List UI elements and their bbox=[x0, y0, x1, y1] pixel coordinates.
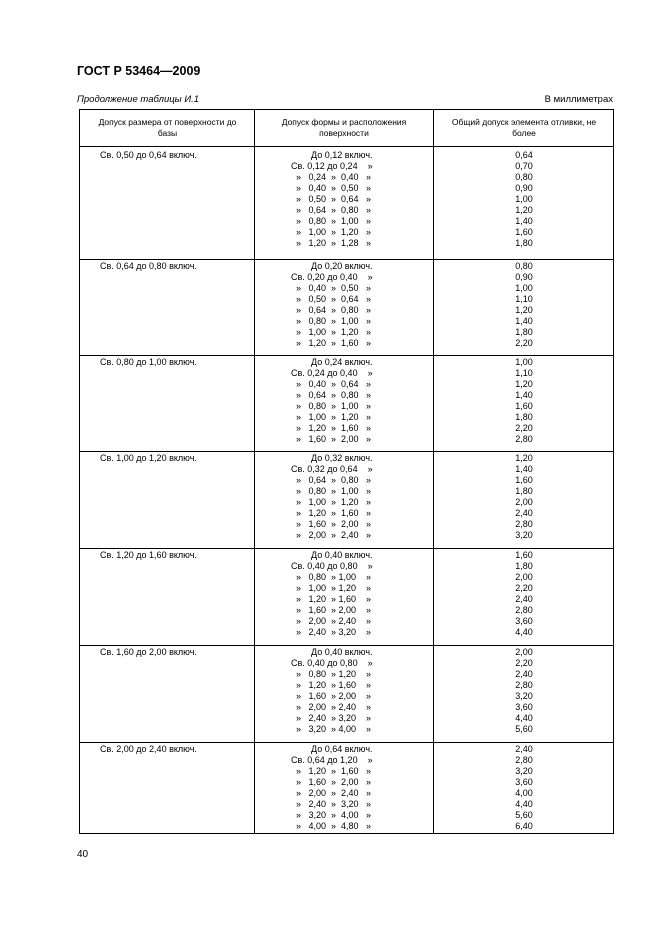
total-tolerance-cell bbox=[484, 647, 564, 735]
form-tolerance-line: » 2,40 » 3,20 » bbox=[291, 799, 372, 809]
size-tolerance-cell: Св. 1,20 до 1,60 включ. bbox=[100, 550, 197, 560]
total-tolerance-value: 0,90 bbox=[515, 272, 533, 282]
table-row-group bbox=[80, 355, 613, 451]
total-tolerance-value: 0,80 bbox=[515, 261, 533, 271]
column-header-size-tolerance: Допуск размера от поверхности до базы bbox=[98, 117, 237, 138]
form-tolerance-line: » 2,40 » 3,20 » bbox=[291, 627, 372, 637]
form-tolerance-line: » 0,64 » 0,80 » bbox=[291, 475, 372, 485]
table-row-group bbox=[80, 259, 613, 355]
size-tolerance-cell: Св. 0,64 до 0,80 включ. bbox=[100, 261, 197, 271]
table-row-group bbox=[80, 645, 613, 742]
total-tolerance-value: 2,80 bbox=[515, 680, 533, 690]
form-tolerance-line: » 2,00 » 2,40 » bbox=[291, 788, 372, 798]
total-tolerance-value: 2,00 bbox=[515, 572, 533, 582]
total-tolerance-value: 3,60 bbox=[515, 702, 533, 712]
total-tolerance-value: 2,80 bbox=[515, 434, 533, 444]
form-tolerance-line: » 0,80 » 1,00 » bbox=[291, 316, 372, 326]
total-tolerance-value: 0,90 bbox=[515, 183, 533, 193]
total-tolerance-value: 1,20 bbox=[515, 379, 533, 389]
total-tolerance-value: 1,60 bbox=[515, 227, 533, 237]
units-note: В миллиметрах bbox=[544, 94, 613, 105]
form-tolerance-line: » 1,20 » 1,60 » bbox=[291, 338, 372, 348]
total-tolerance-value: 1,10 bbox=[515, 294, 533, 304]
total-tolerance-value: 1,20 bbox=[515, 205, 533, 215]
form-tolerance-cell bbox=[291, 744, 373, 832]
total-tolerance-value: 2,40 bbox=[515, 594, 533, 604]
total-tolerance-value: 3,20 bbox=[515, 766, 533, 776]
form-tolerance-line: До 0,20 включ. bbox=[291, 261, 373, 271]
size-tolerance-cell: Св. 1,00 до 1,20 включ. bbox=[100, 453, 197, 463]
table-row-group bbox=[80, 451, 613, 548]
total-tolerance-value: 4,00 bbox=[515, 788, 533, 798]
total-tolerance-value: 1,40 bbox=[515, 390, 533, 400]
form-tolerance-line: » 1,60 » 2,00 » bbox=[291, 519, 372, 529]
total-tolerance-value: 1,40 bbox=[515, 316, 533, 326]
form-tolerance-line: » 0,64 » 0,80 » bbox=[291, 205, 372, 215]
total-tolerance-value: 2,40 bbox=[515, 744, 533, 754]
total-tolerance-value: 2,80 bbox=[515, 605, 533, 615]
form-tolerance-line: » 1,00 » 1,20 » bbox=[291, 327, 372, 337]
total-tolerance-value: 4,40 bbox=[515, 627, 533, 637]
total-tolerance-value: 1,80 bbox=[515, 238, 533, 248]
total-tolerance-value: 0,80 bbox=[515, 172, 533, 182]
form-tolerance-line: » 0,24 » 0,40 » bbox=[291, 172, 372, 182]
total-tolerance-value: 3,20 bbox=[515, 530, 533, 540]
form-tolerance-line: » 1,00 » 1,20 » bbox=[291, 227, 372, 237]
form-tolerance-line: До 0,32 включ. bbox=[291, 453, 373, 463]
form-tolerance-line: До 0,24 включ. bbox=[291, 357, 373, 367]
total-tolerance-value: 2,20 bbox=[515, 338, 533, 348]
header-divider bbox=[80, 146, 613, 147]
document-title: ГОСТ Р 53464—2009 bbox=[77, 64, 201, 78]
form-tolerance-line: » 1,20 » 1,60 » bbox=[291, 680, 372, 690]
form-tolerance-line: Св. 0,32 до 0,64 » bbox=[291, 464, 373, 474]
total-tolerance-value: 1,80 bbox=[515, 486, 533, 496]
form-tolerance-line: » 1,20 » 1,60 » bbox=[291, 423, 372, 433]
form-tolerance-line: » 0,80 » 1,20 » bbox=[291, 669, 372, 679]
form-tolerance-cell bbox=[291, 357, 373, 445]
total-tolerance-value: 1,60 bbox=[515, 401, 533, 411]
form-tolerance-line: » 0,80 » 1,00 » bbox=[291, 486, 372, 496]
total-tolerance-value: 0,64 bbox=[515, 150, 533, 160]
size-tolerance-cell: Св. 1,60 до 2,00 включ. bbox=[100, 647, 197, 657]
size-tolerance-cell: Св. 2,00 до 2,40 включ. bbox=[100, 744, 197, 754]
total-tolerance-value: 1,00 bbox=[515, 194, 533, 204]
form-tolerance-line: » 1,00 » 1,20 » bbox=[291, 412, 372, 422]
form-tolerance-line: » 1,20 » 1,60 » bbox=[291, 766, 372, 776]
form-tolerance-line: До 0,40 включ. bbox=[291, 647, 373, 657]
form-tolerance-line: » 0,80 » 1,00 » bbox=[291, 572, 372, 582]
total-tolerance-value: 1,40 bbox=[515, 216, 533, 226]
form-tolerance-line: » 0,64 » 0,80 » bbox=[291, 390, 372, 400]
total-tolerance-value: 2,00 bbox=[515, 497, 533, 507]
total-tolerance-value: 1,10 bbox=[515, 368, 533, 378]
total-tolerance-value: 3,60 bbox=[515, 777, 533, 787]
form-tolerance-line: » 0,50 » 0,64 » bbox=[291, 194, 372, 204]
total-tolerance-value: 2,40 bbox=[515, 508, 533, 518]
form-tolerance-line: Св. 0,12 до 0,24 » bbox=[291, 161, 373, 171]
form-tolerance-line: До 0,40 включ. bbox=[291, 550, 373, 560]
form-tolerance-line: » 2,40 » 3,20 » bbox=[291, 713, 372, 723]
form-tolerance-line: Св. 0,40 до 0,80 » bbox=[291, 561, 373, 571]
total-tolerance-value: 5,60 bbox=[515, 724, 533, 734]
total-tolerance-value: 5,60 bbox=[515, 810, 533, 820]
form-tolerance-cell bbox=[291, 150, 373, 249]
total-tolerance-value: 1,00 bbox=[515, 283, 533, 293]
total-tolerance-value: 3,20 bbox=[515, 691, 533, 701]
total-tolerance-value: 2,20 bbox=[515, 658, 533, 668]
total-tolerance-value: 2,80 bbox=[515, 519, 533, 529]
total-tolerance-value: 0,70 bbox=[515, 161, 533, 171]
form-tolerance-cell bbox=[291, 453, 373, 541]
total-tolerance-cell bbox=[484, 453, 564, 541]
column-header-total-tolerance: Общий допуск элемента отливки, не более bbox=[451, 117, 597, 138]
form-tolerance-line: » 1,60 » 2,00 » bbox=[291, 434, 372, 444]
total-tolerance-value: 1,40 bbox=[515, 464, 533, 474]
form-tolerance-line: » 1,00 » 1,20 » bbox=[291, 583, 372, 593]
form-tolerance-line: » 1,20 » 1,28 » bbox=[291, 238, 372, 248]
total-tolerance-cell bbox=[484, 744, 564, 832]
total-tolerance-value: 2,40 bbox=[515, 669, 533, 679]
total-tolerance-value: 2,80 bbox=[515, 755, 533, 765]
total-tolerance-value: 4,40 bbox=[515, 799, 533, 809]
total-tolerance-cell bbox=[484, 150, 564, 249]
form-tolerance-line: » 4,00 » 4,80 » bbox=[291, 821, 372, 831]
form-tolerance-line: » 2,00 » 2,40 » bbox=[291, 616, 372, 626]
table-row-group bbox=[80, 742, 613, 833]
form-tolerance-line: Св. 0,24 до 0,40 » bbox=[291, 368, 373, 378]
total-tolerance-value: 1,20 bbox=[515, 305, 533, 315]
form-tolerance-line: » 0,40 » 0,64 » bbox=[291, 379, 372, 389]
total-tolerance-value: 1,00 bbox=[515, 357, 533, 367]
form-tolerance-line: » 1,00 » 1,20 » bbox=[291, 497, 372, 507]
form-tolerance-cell bbox=[291, 261, 373, 349]
form-tolerance-line: » 1,20 » 1,60 » bbox=[291, 508, 372, 518]
form-tolerance-line: » 3,20 » 4,00 » bbox=[291, 810, 372, 820]
tolerance-table bbox=[79, 109, 614, 834]
form-tolerance-cell bbox=[291, 550, 373, 638]
form-tolerance-line: » 1,60 » 2,00 » bbox=[291, 777, 372, 787]
total-tolerance-value: 1,80 bbox=[515, 561, 533, 571]
form-tolerance-line: Св. 0,20 до 0,40 » bbox=[291, 272, 373, 282]
form-tolerance-line: » 3,20 » 4,00 » bbox=[291, 724, 372, 734]
form-tolerance-line: » 0,40 » 0,50 » bbox=[291, 283, 372, 293]
form-tolerance-line: » 0,80 » 1,00 » bbox=[291, 401, 372, 411]
total-tolerance-cell bbox=[484, 261, 564, 349]
table-row-group bbox=[80, 148, 613, 259]
size-tolerance-cell: Св. 0,50 до 0,64 включ. bbox=[100, 150, 197, 160]
form-tolerance-line: До 0,12 включ. bbox=[291, 150, 373, 160]
form-tolerance-line: » 1,60 » 2,00 » bbox=[291, 691, 372, 701]
total-tolerance-value: 1,80 bbox=[515, 412, 533, 422]
total-tolerance-value: 3,60 bbox=[515, 616, 533, 626]
total-tolerance-value: 1,60 bbox=[515, 550, 533, 560]
form-tolerance-line: » 1,20 » 1,60 » bbox=[291, 594, 372, 604]
form-tolerance-line: » 2,00 » 2,40 » bbox=[291, 702, 372, 712]
total-tolerance-value: 4,40 bbox=[515, 713, 533, 723]
total-tolerance-value: 1,20 bbox=[515, 453, 533, 463]
form-tolerance-line: До 0,64 включ. bbox=[291, 744, 373, 754]
form-tolerance-line: » 1,60 » 2,00 » bbox=[291, 605, 372, 615]
total-tolerance-value: 1,60 bbox=[515, 475, 533, 485]
total-tolerance-cell bbox=[484, 357, 564, 445]
size-tolerance-cell: Св. 0,80 до 1,00 включ. bbox=[100, 357, 197, 367]
total-tolerance-value: 2,00 bbox=[515, 647, 533, 657]
form-tolerance-line: » 0,40 » 0,50 » bbox=[291, 183, 372, 193]
form-tolerance-line: » 2,00 » 2,40 » bbox=[291, 530, 372, 540]
column-header-form-tolerance: Допуск формы и расположения поверхности bbox=[281, 117, 407, 138]
form-tolerance-line: Св. 0,64 до 1,20 » bbox=[291, 755, 373, 765]
total-tolerance-value: 1,80 bbox=[515, 327, 533, 337]
form-tolerance-line: » 0,80 » 1,00 » bbox=[291, 216, 372, 226]
total-tolerance-cell bbox=[484, 550, 564, 638]
form-tolerance-line: Св. 0,40 до 0,80 » bbox=[291, 658, 373, 668]
table-continuation-caption: Продолжение таблицы И.1 bbox=[77, 94, 200, 105]
total-tolerance-value: 6,40 bbox=[515, 821, 533, 831]
form-tolerance-cell bbox=[291, 647, 373, 735]
table-row-group bbox=[80, 548, 613, 645]
form-tolerance-line: » 0,64 » 0,80 » bbox=[291, 305, 372, 315]
total-tolerance-value: 2,20 bbox=[515, 583, 533, 593]
form-tolerance-line: » 0,50 » 0,64 » bbox=[291, 294, 372, 304]
total-tolerance-value: 2,20 bbox=[515, 423, 533, 433]
page-number: 40 bbox=[77, 849, 89, 860]
